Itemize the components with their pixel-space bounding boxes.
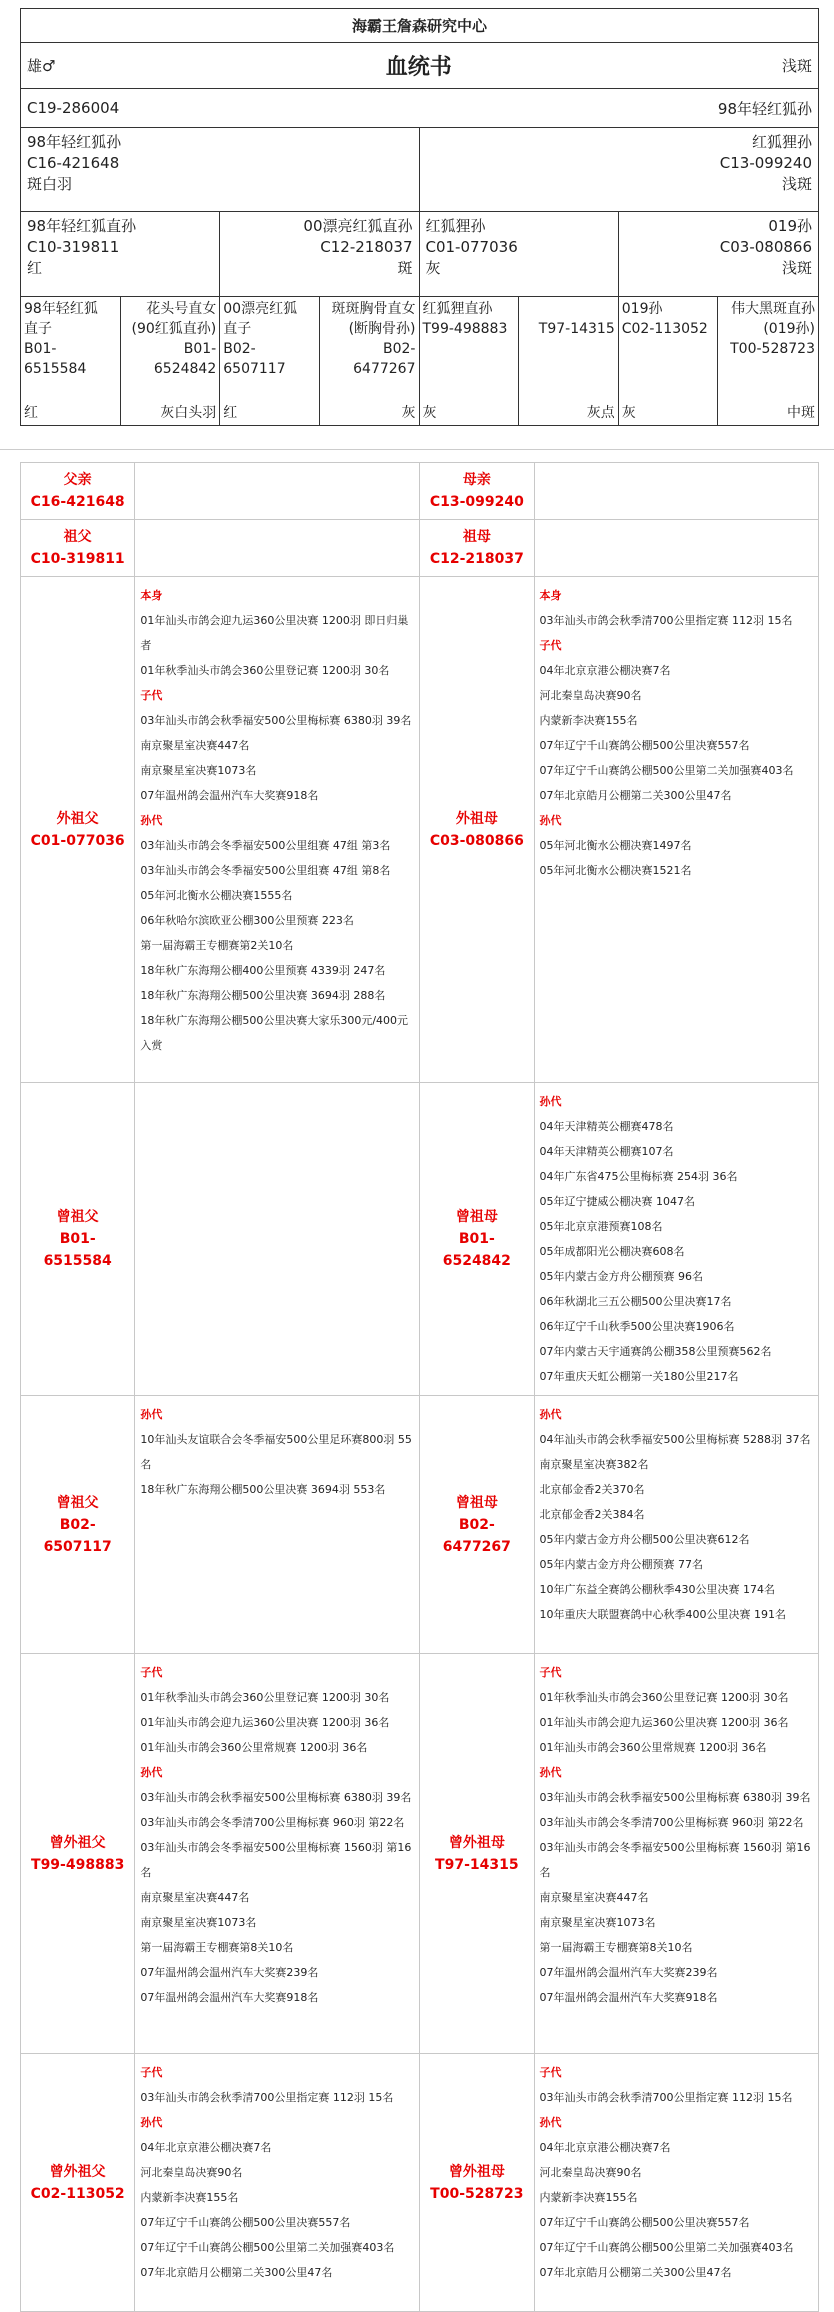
achievement-section-title: 子代 xyxy=(140,689,163,702)
bird-strain: 98年轻红狐孙 xyxy=(717,99,812,118)
achievement-item: 河北秦皇岛决赛90名 xyxy=(539,689,642,702)
grandparent-color: 浅斑 xyxy=(781,259,812,277)
ancestor-relation: 母亲 xyxy=(462,472,491,488)
achievement-item: 07年北京皓月公棚第二关300公里47名 xyxy=(140,2266,333,2279)
ancestor-ring: C16-421648 xyxy=(30,494,125,510)
great-grandparent-cell xyxy=(420,297,520,425)
achievement-section-title: 子代 xyxy=(539,1666,562,1679)
achievement-section-title: 子代 xyxy=(539,2066,562,2079)
ancestor-ring: C10-319811 xyxy=(30,551,125,567)
ancestor-label-cell xyxy=(420,1396,534,1654)
achievement-item: 07年辽宁千山赛鸽公棚500公里决赛557名 xyxy=(539,739,750,752)
achievement-item: 07年温州鸽会温州汽车大奖赛239名 xyxy=(539,1966,718,1979)
achievement-item: 03年汕头市鸽会秋季清700公里指定赛 112羽 15名 xyxy=(539,2091,793,2104)
grandparent-cell xyxy=(220,212,419,296)
achievement-item: 03年汕头市鸽会冬季福安500公里组赛 47组 第3名 xyxy=(140,839,391,852)
ancestor-achievements-cell xyxy=(135,1396,420,1654)
ancestor-relation: 曾外祖母 xyxy=(448,1834,505,1851)
great-grandparent-line: 红狐狸直孙 xyxy=(422,301,493,317)
ancestor-achievements-cell xyxy=(135,463,420,520)
ancestor-label-cell xyxy=(21,520,135,577)
ancestor-achievements-cell xyxy=(135,520,420,577)
ancestor-label-cell xyxy=(420,520,534,577)
parents-row xyxy=(21,128,818,212)
ancestor-row xyxy=(21,2054,819,2312)
great-grandparent-line: C02-113052 xyxy=(621,321,708,337)
ring-row xyxy=(21,89,818,128)
achievement-item: 第一届海霸王专棚赛第2关10名 xyxy=(140,939,294,952)
achievement-item: 10年汕头友谊联合会冬季福安500公里足环赛800羽 55名 xyxy=(140,1433,412,1471)
achievement-item: 03年汕头市鸽会秋季清700公里指定赛 112羽 15名 xyxy=(140,2091,394,2104)
dam-color: 浅斑 xyxy=(781,175,812,193)
grandparents-row xyxy=(21,212,818,297)
great-grandparent-line: 6524842 xyxy=(153,361,217,377)
ancestor-achievements-cell xyxy=(534,577,819,1083)
ancestor-ring: B02-6477267 xyxy=(442,1516,511,1555)
great-grandparents-row xyxy=(21,297,818,425)
grandparent-name: 019孙 xyxy=(768,217,812,235)
great-grandparent-line xyxy=(522,299,615,319)
achievement-item: 04年北京京港公棚决赛7名 xyxy=(539,664,671,677)
bird-color: 浅斑 xyxy=(781,57,812,75)
achievement-item: 04年天津精英公棚赛478名 xyxy=(539,1120,674,1133)
ancestor-relation: 外祖母 xyxy=(455,810,498,827)
achievement-item: 南京聚星室决赛382名 xyxy=(539,1458,649,1471)
achievement-section-title: 本身 xyxy=(140,589,163,602)
document-title: 血统书 xyxy=(385,55,452,80)
ancestor-label-cell xyxy=(420,577,534,1083)
ancestor-label-cell xyxy=(420,463,534,520)
grandparent-color: 灰 xyxy=(425,259,441,277)
achievement-item: 内蒙新李决赛155名 xyxy=(539,714,638,727)
achievement-item: 北京郁金香2关384名 xyxy=(539,1508,645,1521)
achievement-item: 南京聚星室决赛1073名 xyxy=(140,764,257,777)
achievement-item: 04年北京京港公棚决赛7名 xyxy=(140,2141,272,2154)
ancestor-ring: C01-077036 xyxy=(30,832,125,849)
header-row xyxy=(21,9,818,43)
great-grandparent-line: 019孙 xyxy=(621,301,663,317)
dam-cell xyxy=(420,128,819,211)
grandparent-ring: C10-319811 xyxy=(27,238,120,256)
ancestor-achievements-cell xyxy=(135,577,420,1083)
achievement-item: 03年汕头市鸽会秋季福安500公里梅标赛 6380羽 39名 xyxy=(140,714,412,727)
sire-cell xyxy=(21,128,420,211)
achievement-item: 南京聚星室决赛1073名 xyxy=(140,1916,257,1929)
great-grandparent-line: (90红狐直孙) xyxy=(131,321,217,337)
great-grandparent-line: T00-528723 xyxy=(730,341,815,357)
grandparent-name: 00漂亮红狐直孙 xyxy=(303,217,413,235)
achievement-section-title: 孙代 xyxy=(140,1408,163,1421)
great-grandparent-line: B01- xyxy=(183,341,217,357)
grandparent-ring: C12-218037 xyxy=(320,238,413,256)
achievement-item: 06年辽宁千山秋季500公里决赛1906名 xyxy=(539,1320,735,1333)
dam-ring: C13-099240 xyxy=(719,154,812,172)
ancestor-relation: 曾外祖父 xyxy=(49,2163,106,2180)
section-divider xyxy=(0,449,834,450)
achievement-item: 河北秦皇岛决赛90名 xyxy=(539,2166,642,2179)
achievement-item: 07年温州鸽会温州汽车大奖赛239名 xyxy=(140,1966,319,1979)
great-grandparent-color: 灰 xyxy=(422,405,437,421)
achievement-item: 05年内蒙古金方舟公棚预赛 77名 xyxy=(539,1558,703,1571)
ancestor-label-cell xyxy=(420,1654,534,2054)
great-grandparent-line: 斑斑胸骨直女 xyxy=(331,301,416,317)
great-grandparent-cell xyxy=(718,297,818,425)
grandparent-name: 红狐狸孙 xyxy=(425,217,486,235)
ancestor-ring: B01-6524842 xyxy=(442,1231,511,1269)
great-grandparent-line: 直子 xyxy=(24,321,52,337)
great-grandparent-cell xyxy=(320,297,420,425)
achievement-item: 01年汕头市鸽会迎九运360公里决赛 1200羽 36名 xyxy=(539,1716,789,1729)
great-grandparent-line: 花头号直女 xyxy=(146,301,217,317)
ancestor-relation: 曾祖母 xyxy=(455,1494,498,1511)
achievement-item: 07年内蒙古天宇通赛鸽公棚358公里预赛562名 xyxy=(539,1345,772,1358)
ancestor-row xyxy=(21,1654,819,2054)
achievement-item: 内蒙新李决赛155名 xyxy=(539,2191,638,2204)
great-grandparent-line: (断胸骨孙) xyxy=(348,321,416,337)
achievement-item: 03年汕头市鸽会冬季清700公里梅标赛 960羽 第22名 xyxy=(539,1816,804,1829)
ancestor-ring: C02-113052 xyxy=(30,2185,125,2202)
ancestor-achievements-cell xyxy=(534,1396,819,1654)
achievement-item: 04年北京京港公棚决赛7名 xyxy=(539,2141,671,2154)
achievement-item: 01年汕头市鸽会360公里常规赛 1200羽 36名 xyxy=(140,1741,368,1754)
great-grandparent-line: B02- xyxy=(223,341,256,357)
achievement-section-title: 孙代 xyxy=(539,2116,562,2129)
achievement-section-title: 本身 xyxy=(539,589,562,602)
achievement-item: 03年汕头市鸽会冬季福安500公里梅标赛 1560羽 第16名 xyxy=(140,1841,412,1879)
achievement-item: 18年秋广东海翔公棚500公里决赛大家乐300元/400元 入赏 xyxy=(140,1014,409,1052)
grandparent-cell xyxy=(21,212,220,296)
dam-name: 红狐狸孙 xyxy=(751,133,812,151)
ancestor-achievements-cell xyxy=(534,520,819,577)
grandparent-ring: C01-077036 xyxy=(425,238,518,256)
achievement-item: 南京聚星室决赛1073名 xyxy=(539,1916,656,1929)
ancestor-relation: 父亲 xyxy=(63,472,92,488)
ancestor-row xyxy=(21,520,819,577)
great-grandparent-color: 灰 xyxy=(621,405,636,421)
ancestor-performance-table xyxy=(20,462,819,2312)
ancestor-ring: B01-6515584 xyxy=(43,1231,112,1269)
ancestor-label-cell xyxy=(21,1083,135,1396)
ancestor-relation: 祖母 xyxy=(462,529,491,545)
ancestor-relation: 曾祖父 xyxy=(56,1209,99,1225)
ancestor-relation: 曾祖母 xyxy=(455,1209,498,1225)
title-row xyxy=(21,43,818,89)
ancestor-relation: 祖父 xyxy=(63,529,92,545)
great-grandparent-line: 伟大黑斑直孙 xyxy=(731,301,815,317)
ancestor-label-cell xyxy=(420,2054,534,2312)
achievement-item: 01年秋季汕头市鸽会360公里登记赛 1200羽 30名 xyxy=(140,664,390,677)
achievement-item: 06年秋哈尔滨欧亚公棚300公里预赛 223名 xyxy=(140,914,354,927)
ancestor-ring: T00-528723 xyxy=(430,2185,524,2202)
achievement-item: 07年辽宁千山赛鸽公棚500公里决赛557名 xyxy=(539,2216,750,2229)
achievement-item: 南京聚星室决赛447名 xyxy=(539,1891,649,1904)
great-grandparent-line: (019孙) xyxy=(763,321,815,337)
bird-ring-number: C19-286004 xyxy=(27,99,120,117)
achievement-item: 01年汕头市鸽会360公里常规赛 1200羽 36名 xyxy=(539,1741,767,1754)
grandparent-ring: C03-080866 xyxy=(719,238,812,256)
ancestor-ring: B02-6507117 xyxy=(43,1516,112,1555)
achievement-item: 北京郁金香2关370名 xyxy=(539,1483,645,1496)
great-grandparent-color: 红 xyxy=(24,405,38,421)
achievement-item: 07年温州鸽会温州汽车大奖赛918名 xyxy=(140,1991,319,2004)
ancestor-ring: T97-14315 xyxy=(435,1856,519,1873)
ancestor-row xyxy=(21,463,819,520)
achievement-item: 03年汕头市鸽会秋季清700公里指定赛 112羽 15名 xyxy=(539,614,793,627)
achievement-section-title: 子代 xyxy=(140,1666,163,1679)
ancestor-label-cell xyxy=(21,1654,135,2054)
achievement-section-title: 孙代 xyxy=(140,2116,163,2129)
achievement-section-title: 孙代 xyxy=(539,1095,562,1108)
achievement-item: 03年汕头市鸽会秋季福安500公里梅标赛 6380羽 39名 xyxy=(140,1791,412,1804)
achievement-item: 第一届海霸王专棚赛第8关10名 xyxy=(539,1941,693,1954)
achievement-item: 05年内蒙古金方舟公棚500公里决赛612名 xyxy=(539,1533,750,1546)
ancestor-label-cell xyxy=(21,2054,135,2312)
achievement-section-title: 孙代 xyxy=(539,1766,562,1779)
achievement-item: 01年汕头市鸽会迎九运360公里决赛 1200羽 36名 xyxy=(140,1716,390,1729)
achievement-item: 18年秋广东海翔公棚500公里决赛 3694羽 288名 xyxy=(140,989,386,1002)
ancestor-relation: 曾外祖母 xyxy=(448,2163,505,2180)
ancestor-ring: C13-099240 xyxy=(429,494,524,510)
achievement-item: 04年广东省475公里梅标赛 254羽 36名 xyxy=(539,1170,738,1183)
grandparent-cell xyxy=(420,212,619,296)
great-grandparent-cell xyxy=(21,297,121,425)
great-grandparent-line: B02- xyxy=(383,341,416,357)
achievement-item: 第一届海霸王专棚赛第8关10名 xyxy=(140,1941,294,1954)
ancestor-relation: 曾祖父 xyxy=(56,1494,99,1511)
achievement-item: 04年汕头市鸽会秋季福安500公里梅标赛 5288羽 37名 xyxy=(539,1433,811,1446)
great-grandparent-line: 00漂亮红狐 xyxy=(223,301,298,317)
great-grandparent-line: 98年轻红狐 xyxy=(24,301,98,317)
achievement-item: 南京聚星室决赛447名 xyxy=(140,739,250,752)
achievement-item: 04年天津精英公棚赛107名 xyxy=(539,1145,674,1158)
ancestor-achievements-cell xyxy=(534,1083,819,1396)
achievement-item: 07年辽宁千山赛鸽公棚500公里第二关加强赛403名 xyxy=(539,764,794,777)
ancestor-row xyxy=(21,1083,819,1396)
achievement-item: 05年河北衡水公棚决赛1521名 xyxy=(539,864,692,877)
achievement-section-title: 孙代 xyxy=(140,814,163,827)
great-grandparent-cell xyxy=(220,297,320,425)
ancestor-row xyxy=(21,577,819,1083)
great-grandparent-line: B01- xyxy=(24,341,57,357)
great-grandparent-color: 灰白头羽 xyxy=(160,405,217,421)
great-grandparent-cell xyxy=(519,297,619,425)
achievement-item: 03年汕头市鸽会冬季清700公里梅标赛 960羽 第22名 xyxy=(140,1816,405,1829)
achievement-item: 07年北京皓月公棚第二关300公里47名 xyxy=(539,789,732,802)
grandparent-color: 红 xyxy=(27,259,43,277)
research-center-title: 海霸王詹森研究中心 xyxy=(351,17,487,35)
pedigree-certificate xyxy=(20,8,819,426)
ancestor-achievements-cell xyxy=(135,1654,420,2054)
ancestor-relation: 外祖父 xyxy=(56,810,99,827)
achievement-item: 河北秦皇岛决赛90名 xyxy=(140,2166,243,2179)
achievement-item: 06年秋湖北三五公棚500公里决赛17名 xyxy=(539,1295,732,1308)
great-grandparent-line: 6515584 xyxy=(24,361,87,377)
sire-color: 斑白羽 xyxy=(27,175,73,193)
achievement-item: 05年北京京港预赛108名 xyxy=(539,1220,663,1233)
achievement-section-title: 子代 xyxy=(539,639,562,652)
achievement-section-title: 子代 xyxy=(140,2066,163,2079)
great-grandparent-cell xyxy=(619,297,719,425)
achievement-section-title: 孙代 xyxy=(539,1408,562,1421)
achievement-item: 07年辽宁千山赛鸽公棚500公里第二关加强赛403名 xyxy=(539,2241,794,2254)
ancestor-label-cell xyxy=(21,577,135,1083)
ancestor-achievements-cell xyxy=(534,463,819,520)
achievement-item: 内蒙新李决赛155名 xyxy=(140,2191,239,2204)
achievement-item: 07年温州鸽会温州汽车大奖赛918名 xyxy=(539,1991,718,2004)
great-grandparent-color: 红 xyxy=(223,405,238,421)
great-grandparent-line: 直子 xyxy=(223,321,252,337)
great-grandparent-line: 6477267 xyxy=(353,361,416,377)
great-grandparent-color: 灰点 xyxy=(586,405,615,421)
achievement-item: 18年秋广东海翔公棚400公里预赛 4339羽 247名 xyxy=(140,964,386,977)
sex-label: 雄♂ xyxy=(27,57,56,75)
great-grandparent-line: T97-14315 xyxy=(538,321,615,337)
achievement-item: 05年成都阳光公棚决赛608名 xyxy=(539,1245,685,1258)
ancestor-achievements-cell xyxy=(135,1083,420,1396)
great-grandparent-cell xyxy=(121,297,221,425)
ancestor-label-cell xyxy=(21,463,135,520)
ancestor-achievements-cell xyxy=(135,2054,420,2312)
achievement-item: 03年汕头市鸽会秋季福安500公里梅标赛 6380羽 39名 xyxy=(539,1791,811,1804)
achievement-section-title: 孙代 xyxy=(539,814,562,827)
achievement-item: 18年秋广东海翔公棚500公里决赛 3694羽 553名 xyxy=(140,1483,386,1496)
ancestor-label-cell xyxy=(420,1083,534,1396)
ancestor-ring: C03-080866 xyxy=(429,832,524,849)
achievement-item: 01年秋季汕头市鸽会360公里登记赛 1200羽 30名 xyxy=(539,1691,789,1704)
achievement-item: 07年温州鸽会温州汽车大奖赛918名 xyxy=(140,789,319,802)
achievement-item: 05年内蒙古金方舟公棚预赛 96名 xyxy=(539,1270,703,1283)
great-grandparent-line: T99-498883 xyxy=(422,321,508,337)
achievement-item: 10年重庆大联盟赛鸽中心秋季400公里决赛 191名 xyxy=(539,1608,786,1621)
achievement-item: 05年河北衡水公棚决赛1497名 xyxy=(539,839,692,852)
achievement-item: 南京聚星室决赛447名 xyxy=(140,1891,250,1904)
achievement-section-title: 孙代 xyxy=(140,1766,163,1779)
ancestor-achievements-cell xyxy=(534,1654,819,2054)
ancestor-ring: T99-498883 xyxy=(31,1856,125,1873)
sire-ring: C16-421648 xyxy=(27,154,120,172)
achievement-item: 07年重庆天虹公棚第一关180公里217名 xyxy=(539,1370,739,1383)
great-grandparent-line: 6507117 xyxy=(223,361,286,377)
ancestor-achievements-cell xyxy=(534,2054,819,2312)
achievement-item: 03年汕头市鸽会冬季福安500公里组赛 47组 第8名 xyxy=(140,864,391,877)
achievement-item: 01年汕头市鸽会迎九运360公里决赛 1200羽 即日归巢者 xyxy=(140,614,409,652)
grandparent-name: 98年轻红狐直孙 xyxy=(27,217,137,235)
great-grandparent-color: 中斑 xyxy=(787,405,815,421)
grandparent-cell xyxy=(619,212,818,296)
sire-name: 98年轻红狐孙 xyxy=(27,133,122,151)
achievement-item: 07年辽宁千山赛鸽公棚500公里第二关加强赛403名 xyxy=(140,2241,395,2254)
achievement-item: 03年汕头市鸽会冬季福安500公里梅标赛 1560羽 第16名 xyxy=(539,1841,811,1879)
achievement-item: 05年辽宁捷威公棚决赛 1047名 xyxy=(539,1195,695,1208)
achievement-item: 10年广东益全赛鸽公棚秋季430公里决赛 174名 xyxy=(539,1583,775,1596)
ancestor-row xyxy=(21,1396,819,1654)
ancestor-label-cell xyxy=(21,1396,135,1654)
achievement-item: 05年河北衡水公棚决赛1555名 xyxy=(140,889,293,902)
ancestor-relation: 曾外祖父 xyxy=(49,1834,106,1851)
great-grandparent-color: 灰 xyxy=(401,405,416,421)
achievement-item: 07年辽宁千山赛鸽公棚500公里决赛557名 xyxy=(140,2216,351,2229)
achievement-item: 01年秋季汕头市鸽会360公里登记赛 1200羽 30名 xyxy=(140,1691,390,1704)
grandparent-color: 斑 xyxy=(397,259,413,277)
achievement-item: 07年北京皓月公棚第二关300公里47名 xyxy=(539,2266,732,2279)
ancestor-ring: C12-218037 xyxy=(429,551,524,567)
